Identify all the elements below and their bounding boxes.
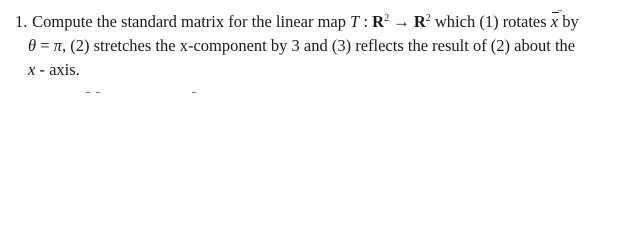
map-symbol: T (350, 12, 360, 31)
domain-symbol: R (372, 12, 385, 31)
cropped-next-line-fragment (86, 92, 206, 98)
codomain-symbol: R (413, 12, 426, 31)
fragment-mark (86, 92, 90, 96)
problem-line-1 (15, 5, 630, 34)
problem-text-rotates: which (1) rotates (430, 12, 551, 31)
problem-number: 1. (15, 12, 28, 31)
domain-exponent: 2 (384, 13, 390, 24)
vector-arrow-icon: → (555, 5, 564, 14)
equals-sign: = (36, 36, 54, 55)
problem-statement (15, 5, 630, 82)
fragment-mark (192, 92, 196, 96)
problem-text-intro: Compute the standard matrix for the linear map (32, 12, 351, 31)
axis-variable: x (28, 60, 36, 79)
colon: : (359, 12, 373, 31)
problem-line-2 (15, 34, 630, 58)
problem-text-by: by (558, 12, 579, 31)
vector-x-letter: x (550, 12, 559, 31)
theta-symbol: θ (28, 36, 37, 55)
maps-to-arrow: → (389, 12, 414, 31)
problem-line-3 (15, 58, 630, 82)
codomain-exponent: 2 (425, 13, 431, 24)
problem-text-axis: - axis. (35, 60, 80, 79)
fragment-mark (96, 92, 100, 96)
problem-text-stretch: , (2) stretches the x-component by 3 and (3) reflects the result of (2) about the (61, 36, 576, 55)
vector-x (550, 5, 564, 34)
pi-symbol: π (53, 36, 62, 55)
